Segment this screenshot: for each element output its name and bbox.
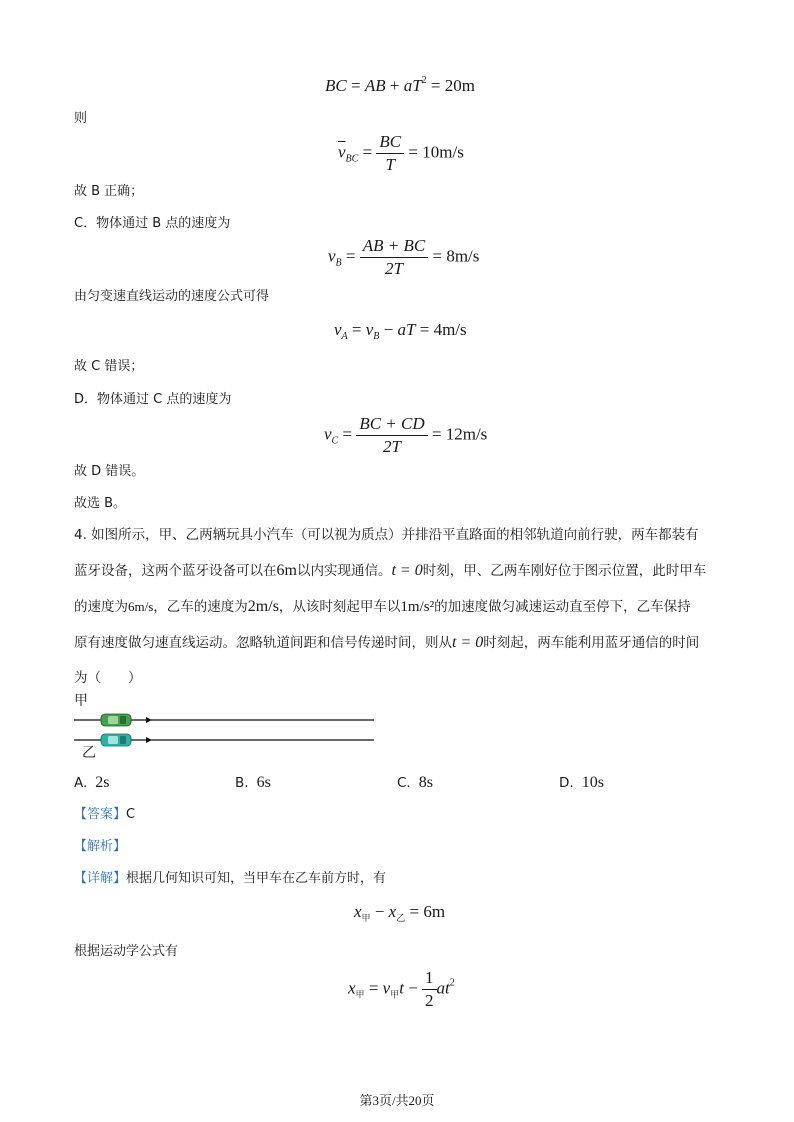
eq2-result: 10m/s: [422, 142, 464, 162]
eq1-a: a: [403, 76, 413, 95]
arrow-yi: [146, 737, 152, 743]
eq7-vsub: 甲: [390, 990, 400, 1001]
analysis-tag: 【解析】: [74, 839, 127, 854]
answer-tag: 【答案】: [74, 807, 127, 822]
eq5-num: BC + CD: [356, 414, 427, 436]
eq7-v: v: [382, 978, 391, 998]
car-yi: [101, 734, 131, 746]
detail-tag: 【详解】: [74, 871, 127, 886]
arrow-jia: [146, 717, 152, 723]
detail-line: [74, 870, 386, 888]
q4-line3-a: 的速度为: [74, 599, 128, 615]
eq5-sub: C: [331, 435, 339, 447]
q4-line2-a: 蓝牙设备，这两个蓝牙设备可以在: [74, 563, 277, 579]
label-yi: 乙: [82, 745, 96, 761]
q4-line5: 为（ ）: [74, 670, 142, 686]
d-wrong: 故 D 错误。: [74, 464, 145, 479]
answer-line: [74, 806, 135, 824]
q4-t0-b: t = 0: [452, 634, 484, 651]
eq3-result: 8m/s: [446, 246, 480, 266]
eq7-num: 1: [422, 968, 437, 990]
eq7-sub: 甲: [355, 990, 365, 1001]
option-d-value: 10s: [581, 774, 604, 791]
equation-vbc: $\overline{v}_{BC}$ = $\frac{BC}{T}$ = 10m/s: [338, 132, 464, 174]
label-jia: 甲: [74, 693, 88, 709]
eq7-exp: 2: [449, 977, 455, 989]
q4-line3-c: ，乙车的速度为: [153, 599, 248, 615]
eq5-v: v: [324, 424, 332, 444]
eq7-den: 2: [425, 991, 434, 1010]
q4-line2-e: 时刻，甲、乙两车刚好位于图示位置，此时甲车: [422, 563, 707, 579]
option-c-letter: C.: [397, 775, 411, 791]
question-4: [74, 518, 724, 696]
q4-line3-e: ，从该时刻起甲车以: [278, 599, 401, 615]
c-intro: C．物体通过 B 点的速度为: [74, 216, 231, 231]
b-correct: 故 B 正确；: [74, 184, 144, 199]
detail-text: 根据几何知识可知，当甲车在乙车前方时，有: [126, 871, 387, 886]
eq3-v: v: [328, 246, 336, 266]
track-svg: [72, 690, 382, 760]
q4-line4: [74, 625, 724, 661]
eq2-sub: BC: [345, 153, 359, 165]
q4-line4-a: 原有速度做匀速直线运动。忽略轨道间距和信号传递时间，则从: [74, 635, 452, 651]
option-d-letter: D.: [559, 775, 574, 791]
equation-bc: BC = AB + $aT^2 = 20m$: [325, 75, 475, 95]
equation-vb: $v_B$ = $\frac{AB + BC}{2T}$ = 8m/s: [328, 236, 480, 278]
option-b[interactable]: [235, 774, 271, 792]
eq2-fraction: [376, 132, 404, 175]
eq6-sub2: 乙: [396, 914, 406, 924]
eq5-fraction: [356, 414, 427, 457]
eq3-fraction: [360, 236, 428, 279]
eq3-num: AB + BC: [360, 236, 428, 258]
option-c[interactable]: [397, 774, 433, 792]
eq3-den: 2T: [385, 259, 403, 278]
eq1-result: 20m: [444, 76, 475, 95]
option-b-value: 6s: [256, 774, 271, 791]
option-c-value: 8s: [418, 774, 433, 791]
q4-speed-yi: 2m/s: [247, 598, 279, 615]
q4-line4-c: 时刻起，两车能利用蓝牙通信的时间: [483, 635, 700, 651]
q4-line2-c: 以内实现通信。: [296, 563, 392, 579]
eq5-result: 12m/s: [445, 424, 488, 444]
d-intro: D．物体通过 C 点的速度为: [74, 392, 232, 407]
c-wrong: 故 C 错误；: [74, 359, 144, 374]
option-a[interactable]: [74, 774, 110, 792]
eq1-lhs: BC: [325, 76, 347, 95]
q4-line2: [74, 553, 724, 589]
eq2-den: T: [385, 155, 396, 174]
eq1-exp: 2: [421, 75, 427, 86]
eq6-result: 6m: [423, 902, 446, 921]
choose-b: 故选 B。: [74, 496, 127, 511]
option-a-value: 2s: [95, 774, 110, 791]
car-jia: [101, 714, 131, 726]
page-footer: 第3页/共20页: [359, 1093, 435, 1108]
eq2-v: $\overline{v}$: [338, 142, 346, 162]
q4-line3: [74, 589, 724, 625]
equation-vc: $v_C$ = $\frac{BC + CD}{2T}$ = 12m/s: [324, 414, 488, 456]
eq7-fraction: [422, 968, 437, 1011]
answer-value: C: [126, 807, 136, 822]
q4-t0-a: t = 0: [391, 562, 423, 579]
eq4-suba: A: [341, 331, 348, 342]
eq2-num: BC: [376, 132, 404, 154]
eq1-t: T: [412, 76, 422, 95]
equation-diff: $x_甲 - x_乙 = 6m$: [354, 902, 446, 924]
q4-speed-jia: 6m/s: [128, 599, 154, 614]
kinematics-intro: 根据运动学公式有: [74, 944, 179, 959]
track-figure: [72, 690, 382, 760]
eq4-vb: v: [365, 320, 374, 339]
equation-va: $v_A = v_B$ − aT = 4m/s: [334, 320, 467, 342]
eq1-ab: AB: [364, 76, 386, 95]
eq5-den: 2T: [382, 437, 401, 456]
eq4-result: 4m/s: [433, 320, 467, 339]
eq6-sub1: 甲: [361, 914, 371, 924]
q4-range: 6m: [276, 562, 297, 579]
q4-line3-g: 的加速度做匀减速运动直至停下，乙车保持: [434, 599, 691, 615]
formula-intro: 由匀变速直线运动的速度公式可得: [74, 289, 270, 304]
option-a-letter: A.: [74, 775, 88, 791]
option-b-letter: B.: [235, 775, 249, 791]
eq7-x: x: [348, 978, 356, 998]
q4-accel: 1m/s²: [400, 599, 435, 615]
eq6-x1: x: [354, 902, 362, 921]
eq3-sub: B: [335, 257, 342, 269]
eq4-at: aT: [397, 320, 416, 339]
q4-line1: 4. 如图所示，甲、乙两辆玩具小汽车（可以视为质点）并排沿平直路面的相邻轨道向前行驶，两车都装有: [74, 527, 699, 543]
eq4-subb: B: [373, 331, 380, 342]
eq4-va: v: [334, 320, 342, 339]
eq6-x2: x: [388, 902, 397, 921]
then-text: 则: [74, 111, 88, 126]
eq7-t: t: [399, 978, 404, 998]
option-d[interactable]: [559, 774, 604, 792]
eq7-at: at: [436, 978, 450, 998]
equation-kinematics: $x_甲 = v_甲t$ − $\frac{1}{2}$ $at^2$: [348, 968, 455, 1010]
